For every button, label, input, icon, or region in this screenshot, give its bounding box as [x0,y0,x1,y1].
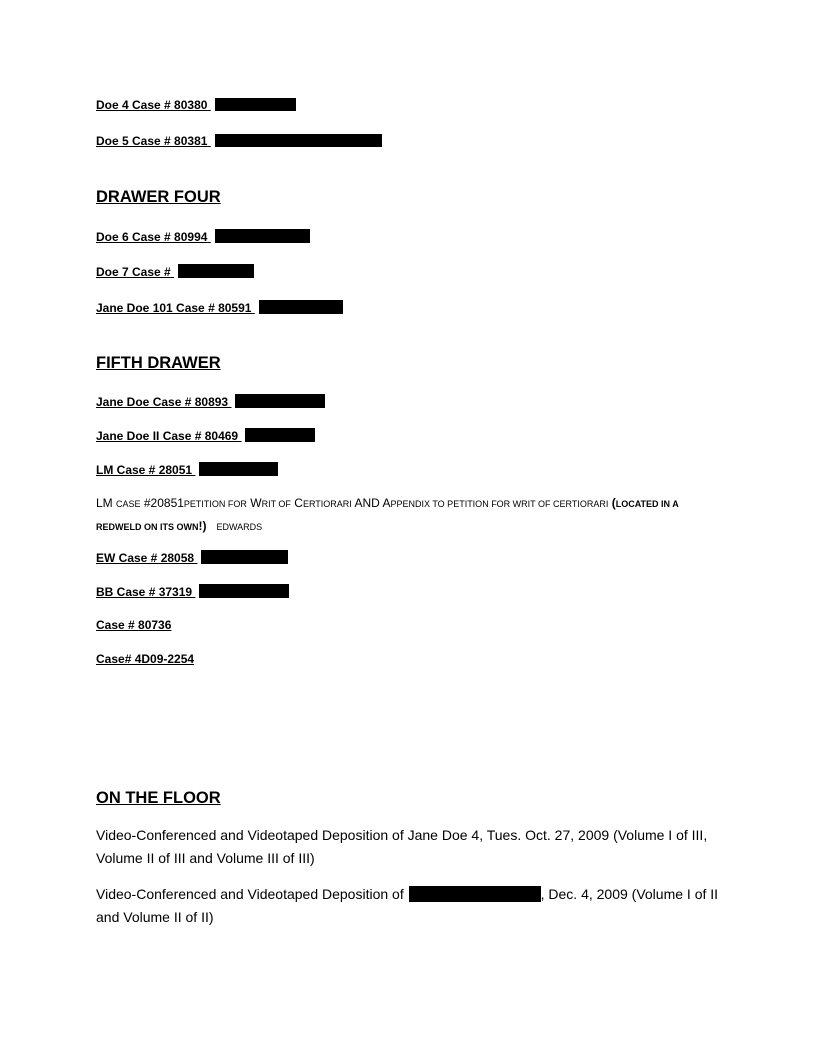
deposition-entry-2 [96,883,726,929]
case-entry-80736 [96,618,171,633]
case-entry-doe-5 [96,134,382,149]
case-entry-lm [96,462,278,478]
note-text: CASE [116,499,141,509]
redaction-block [235,394,325,408]
redaction-block [259,300,343,314]
note-text: ( [611,496,616,510]
case-entry-ew [96,550,288,566]
case-entry-label: Case # 80736 [96,618,172,632]
note-text: W [250,496,262,510]
redaction-block [215,134,382,147]
section-heading-on-the-floor: ON THE FLOOR [96,789,221,807]
deposition-text: , Dec. 4, 2009 (Volume I of II and Volume II of II) [96,886,719,925]
note-text: C [294,496,303,510]
case-entry-label: Jane Doe II Case # 80469 [96,429,239,443]
deposition-entry-1: Video-Conferenced and Videotaped Deposition of Jane Doe 4, Tues. Oct. 27, 2009 (Volume I of III, Volume II of III and Volume III of III) [96,827,708,866]
redaction-block [409,886,541,902]
case-entry-jane-doe-101 [96,300,343,316]
redaction-block [199,584,289,598]
note-text: RIT OF [261,499,291,509]
redaction-block [201,550,288,564]
redaction-block [199,462,278,476]
case-entry-label: LM Case # 28051 [96,463,193,477]
redaction-block [178,264,254,278]
case-entry-jane-doe [96,394,325,410]
note-text: !) [198,519,207,533]
case-entry-label: Doe 4 Case # 80380 [96,98,208,112]
case-entry-bb [96,584,289,600]
case-entry-label: Doe 5 Case # 80381 [96,134,208,148]
redaction-block [215,98,296,111]
case-entry-doe-4 [96,98,296,113]
lm-petition-note [96,492,726,538]
note-text: PPENDIX TO PETITION FOR WRIT OF CERTIORARI [390,499,609,509]
section-heading-fifth-drawer: FIFTH DRAWER [96,354,221,372]
case-entry-doe-6 [96,229,310,245]
case-entry-doe-7 [96,264,254,280]
redaction-block [245,428,315,442]
case-entry-label: Case# 4D09-2254 [96,652,195,666]
note-text: A [382,496,391,510]
case-entry-label: Doe 6 Case # 80994 [96,230,208,244]
note-text: ERTIORARI [302,499,352,509]
case-entry-label: BB Case # 37319 [96,585,193,599]
note-text: PETITION FOR [183,499,247,509]
section-heading-drawer-four: DRAWER FOUR [96,188,221,206]
note-text: LM [96,496,113,510]
case-entry-4d09-2254 [96,652,194,667]
note-text: LOCATED IN A REDWELD ON ITS OWN [96,499,679,532]
note-text: EDWARDS [216,522,263,532]
deposition-text: Video-Conferenced and Videotaped Deposition of [96,886,404,902]
note-text: AND [354,496,380,510]
case-entry-jane-doe-ii [96,428,315,444]
note-text: #20851 [143,496,184,510]
case-entry-label: EW Case # 28058 [96,551,195,565]
case-entry-label: Jane Doe 101 Case # 80591 [96,301,252,315]
redaction-block [215,229,310,243]
case-entry-label: Jane Doe Case # 80893 [96,395,229,409]
case-entry-label: Doe 7 Case # [96,265,171,279]
